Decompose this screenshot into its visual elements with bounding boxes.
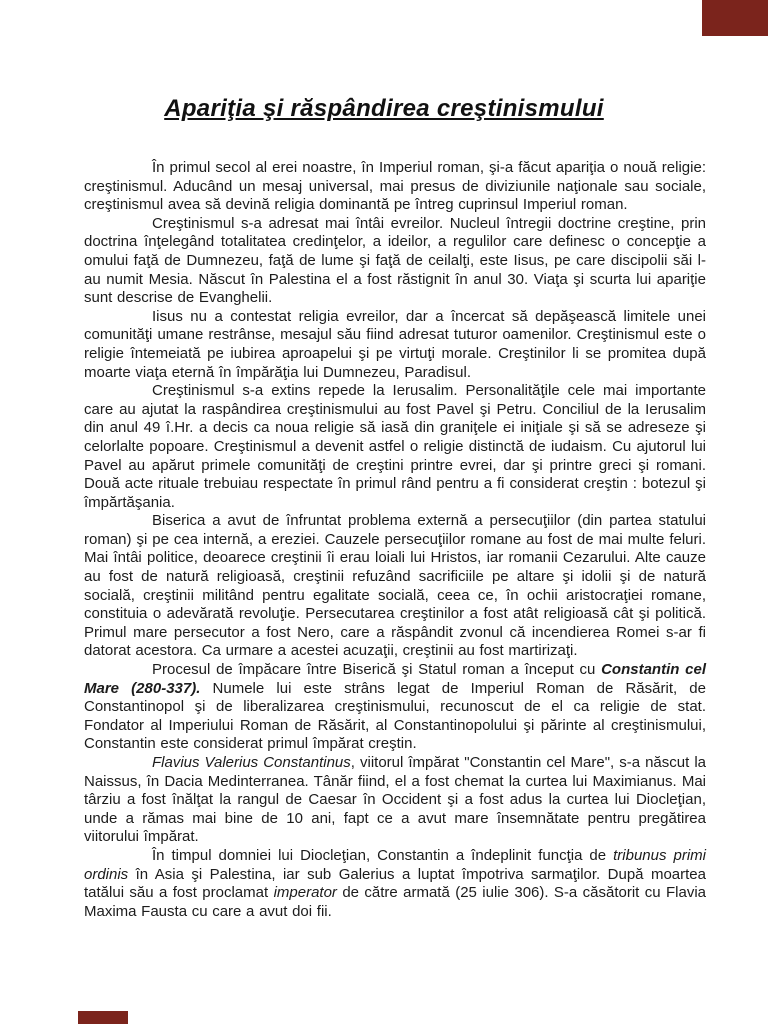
paragraph — [84, 308, 706, 382]
text-run: tribunus primi ordinis — [84, 846, 706, 883]
text-run: În timpul domniei lui Diocleţian, Constantin a îndeplinit funcţia de — [152, 846, 614, 864]
text-run: Creştinismul s-a adresat mai întâi evreilor. Nucleul întregii doctrine creştine, prin doctrina înţelegând totalitatea credinţelor, a ideilor, a regulilor care definesc o concepţie a omului faţă de Dumnezeu, faţă de lume şi faţă de ceilalţi, este Iisus, pe care discipolii săi l-au numit Mesia. Născut în Palestina el a fost răstignit în anul 30. Viaţa şi scurta lui apariţie sunt descrise de Evanghelii. — [84, 214, 706, 307]
text-run: imperator — [273, 884, 337, 902]
paragraph — [84, 661, 706, 754]
text-run: în Asia şi Palestina, iar sub Galerius a luptat împotriva sarmaţilor. După moartea tatălui său a fost proclamat — [84, 865, 706, 902]
paragraph — [84, 512, 706, 661]
text-run: Creştinismul s-a extins repede la Ierusalim. Personalităţile cele mai importante care au ajutat la raspândirea creştinismului au fost Pavel şi Petru. Conciliul de la Ierusalim din anul 49 î.Hr. a decis ca noua religie să iasă din graniţele ei iniţiale şi să se adreseze şi celorlalte popoare. Creştinismul a devenit astfel o religie distinctă de iudaism. Cu ajutorul lui Pavel au apărut primele comunităţi de creştini printre evrei, dar şi printre greci şi romani. Două acte rituale trebuiau respectate în primul rând pentru a fi considerat creştin : botezul şi împărtăşania. — [84, 382, 706, 511]
text-run: Iisus nu a contestat religia evreilor, dar a încercat să depăşească limitele unei comunităţi umane restrânse, mesajul său fiind adresat tuturor oamenilor. Creştinismul este o religie întemeiată pe iubirea aproapelui şi pe virtuţi morale. Creştinilor li se promitea după moarte viaţa eternă în împărăţia lui Dumnezeu, Paradisul. — [84, 307, 706, 381]
text-run: Constantin cel Mare (280-337). — [84, 661, 706, 697]
watermark-artifact — [702, 0, 768, 36]
page-title: Apariţia şi răspândirea creştinismului — [164, 95, 604, 122]
document-body — [0, 159, 768, 921]
text-run: , viitorul împărat "Constantin cel Mare", s-a născut la Naissus, în Dacia Medinterranea. Tânăr fiind, el a fost chemat la curtea lui Maximianus. Mai târziu a fost înălţat la rangul de Caesar în Occident şi a fost adus la curtea lui Diocleţian, unde a rămas mai bine de 10 ani, fapt ce a avut mare însemnătate pentru pregătirea viitorului împărat. — [84, 754, 706, 846]
paragraph — [84, 215, 706, 308]
paragraph — [84, 847, 706, 921]
paragraph — [84, 754, 706, 847]
text-run: de către armată (25 iulie 306). S-a căsătorit cu Flavia Maxima Fausta cu care a avut doi fii. — [84, 884, 706, 920]
text-run: În primul secol al erei noastre, în Imperiul roman, şi-a făcut apariţia o nouă religie: creştinismul. Aducând un mesaj universal, mai presus de diviziunile naţionale sau sociale, creştinismul avea să devină religia dominantă pe întreg cuprinsul Imperiul roman. — [84, 159, 706, 214]
paragraph — [84, 159, 706, 215]
text-run: Flavius Valerius Constantinus — [152, 754, 351, 771]
text-run: Biserica a avut de înfruntat problema externă a persecuţiilor (din partea statului roman) şi pe cea internă, a ereziei. Cauzele persecuţiilor romane au fost de mai multe feluri. Mai întâi politice, deoarece creştinii îi erau loiali lui Hristos, iar romanii Cezarului. Alte cauze au fost de natură religioasă, creştinii refuzând sacrificiile pe altare şi idolii şi de natură socială, creştinii militând pentru egalitate socială, ceea ce, în ochii aristocraţiei romane, constituia o adevărată revoluţie. Persecutarea creştinilor a fost atât religioasă cât şi politică. Primul mare persecutor a fost Nero, care a răspândit zvonul că incendierea Romei s-ar fi datorat acestora. Ca urmare a acestei acuzaţii, creştinii au fost martirizaţi. — [84, 512, 706, 660]
text-run: Numele lui este strâns legat de Imperiul Roman de Răsărit, de Constantinopol şi de liberalizarea creştinismului, recunoscut de el ca religie de stat. Fondator al Imperiului Roman de Răsărit, al Constantinopolului şi părinte al creştinismului, Constantin este considerat primul împărat creştin. — [84, 679, 706, 753]
watermark-artifact — [78, 1011, 128, 1024]
text-run: Procesul de împăcare între Biserică şi Statul roman a început cu — [152, 661, 602, 679]
paragraph — [84, 382, 706, 512]
